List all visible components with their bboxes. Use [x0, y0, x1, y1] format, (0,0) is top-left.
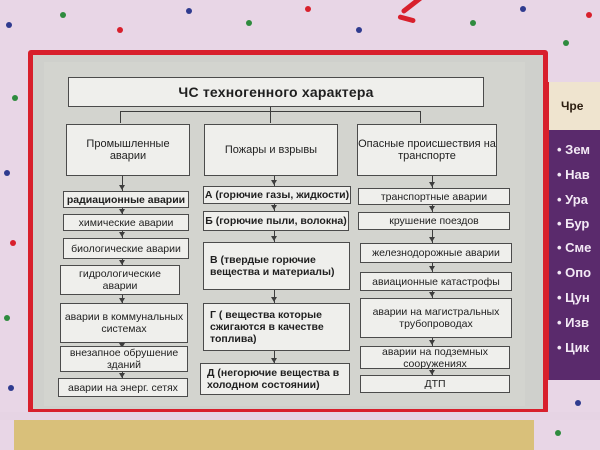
- arrow-head: [271, 297, 277, 302]
- side-item: • Ура: [557, 192, 588, 207]
- transport-item: ДТП: [360, 375, 510, 393]
- side-item: • Бур: [557, 216, 590, 231]
- side-panel-heading: Чре: [549, 82, 600, 130]
- arrow-head: [429, 206, 435, 211]
- fire-class-item: Д (негорючие вещества в холодном состоянии): [200, 363, 350, 395]
- industrial-item: гидрологические аварии: [60, 265, 180, 295]
- side-item: • Цун: [557, 290, 590, 305]
- industrial-item: химические аварии: [63, 214, 189, 231]
- fire-class-item: Г ( вещества которые сжигаются в качестве топлива): [203, 303, 350, 351]
- transport-item: авиационные катастрофы: [360, 272, 512, 291]
- industrial-item: внезапное обрушение зданий: [60, 346, 188, 372]
- connector: [120, 111, 121, 123]
- industrial-item: аварии на энерг. сетях: [58, 378, 188, 397]
- side-item: • Нав: [557, 167, 590, 182]
- transport-item: аварии на подземных сооружениях: [360, 346, 510, 369]
- column-header-transport: Опасные происшествия на транспорте: [357, 124, 497, 176]
- fire-class-item: В (твердые горючие вещества и материалы): [203, 242, 350, 290]
- red-arrow-mark-head: [397, 14, 416, 23]
- transport-item: крушение поездов: [358, 212, 510, 230]
- column-header-industrial: Промышленные аварии: [66, 124, 190, 176]
- arrow-head: [271, 236, 277, 241]
- connector: [270, 107, 271, 123]
- arrow-head: [429, 292, 435, 297]
- arrow-head: [271, 205, 277, 210]
- side-item: • Сме: [557, 240, 592, 255]
- connector: [420, 111, 421, 123]
- red-arrow-mark: [400, 0, 444, 14]
- side-item: • Цик: [557, 340, 590, 355]
- diagram-title: ЧС техногенного характера: [68, 77, 484, 107]
- industrial-item: аварии в коммунальных системах: [60, 303, 188, 343]
- fire-class-item: А (горючие газы, жидкости): [203, 186, 351, 204]
- arrow-head: [429, 266, 435, 271]
- arrow-head: [271, 180, 277, 185]
- side-item: • Зем: [557, 142, 590, 157]
- arrow-head: [429, 340, 435, 345]
- industrial-item: радиационные аварии: [63, 191, 189, 208]
- side-panel: [546, 82, 600, 380]
- arrow-head: [429, 182, 435, 187]
- side-item: • Изв: [557, 315, 589, 330]
- fire-class-item: Б (горючие пыли, волокна): [203, 211, 349, 231]
- lower-board: [14, 420, 534, 450]
- arrow-head: [429, 237, 435, 242]
- transport-item: железнодорожные аварии: [360, 243, 512, 263]
- arrow-head: [119, 232, 125, 237]
- side-item: • Опо: [557, 265, 592, 280]
- column-header-fires: Пожары и взрывы: [204, 124, 338, 176]
- industrial-item: биологические аварии: [63, 238, 189, 259]
- wall-edge: [0, 412, 600, 420]
- arrow-head: [119, 185, 125, 190]
- transport-item: транспортные аварии: [358, 188, 510, 205]
- transport-item: аварии на магистральных трубопроводах: [360, 298, 512, 338]
